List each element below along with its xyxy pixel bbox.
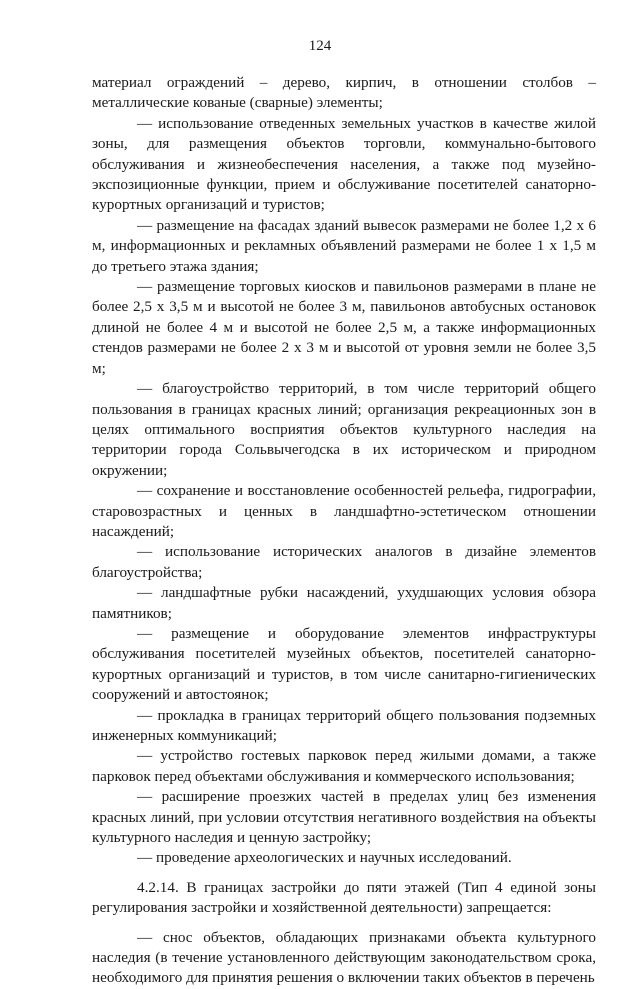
page-number: 124 [308,38,332,54]
list-item: — проведение археологических и научных исследований. [137,849,512,867]
paragraph: материал ограждений – дерево, кирпич, в отношении столбов – металлические кованые (сварные) элементы; [92,74,596,112]
list-item: — размещение и оборудование элементов инфраструктуры обслуживания посетителей музейных объектов, посетителей санаторно-курортных организаций и туристов, в том числе санитарно-гигиенических сооружений и автостоянок; [92,624,596,704]
document-body [92,73,596,989]
list-item: — снос объектов, обладающих признаками объекта культурного наследия (в течение установленного действующим законодательством срока, необходимого для принятия решения о включении таких объектов в перечень [92,928,596,987]
list-item: — прокладка в границах территорий общего пользования подземных инженерных коммуникаций; [92,706,596,744]
list-item: — использование исторических аналогов в дизайне элементов благоустройства; [92,543,596,581]
list-item: — устройство гостевых парковок перед жилыми домами, а также парковок перед объектами обслуживания и коммерческого использования; [92,747,596,785]
list-item: — размещение на фасадах зданий вывесок размерами не более 1,2 х 6 м, информационных и рекламных объявлений размерами не более 1 х 1,5 м до третьего этажа здания; [92,216,596,275]
list-item: — использование отведенных земельных участков в качестве жилой зоны, для размещения объектов торговли, коммунально-бытового обслуживания и жизнеобеспечения населения, а также под музейно-экспозиционные функции, прием и обслуживание посетителей санаторно-курортных организаций и туристов; [92,114,596,214]
list-item: — ландшафтные рубки насаждений, ухудшающих условия обзора памятников; [92,584,596,622]
list-item: — сохранение и восстановление особенностей рельефа, гидрографии, старовозрастных и ценных в ландшафтно-эстетическом отношении насаждений; [92,482,596,540]
list-item: — размещение торговых киосков и павильонов размерами в плане не более 2,5 х 3,5 м и высотой не более 3 м, павильонов автобусных остановок длиной не более 4 м и высотой не более 2,5 м, а также информационных стендов размерами не более 2 х 3 м и высотой от уровня земли не более 3,5 м; [92,278,596,377]
section-paragraph: 4.2.14. В границах застройки до пяти этажей (Тип 4 единой зоны регулирования застройки и хозяйственной деятельности) запрещается: [92,878,596,917]
list-item: — благоустройство территорий, в том числе территорий общего пользования в границах красных линий; организация рекреационных зон в целях оптимального восприятия объектов культурного наследия на территории города Сольвычегодска в их историческом и природном окружении; [92,380,596,479]
list-item: — расширение проезжих частей в пределах улиц без изменения красных линий, при условии отсутствия негативного воздействия на объекты культурного наследия и ценную застройку; [92,788,596,847]
